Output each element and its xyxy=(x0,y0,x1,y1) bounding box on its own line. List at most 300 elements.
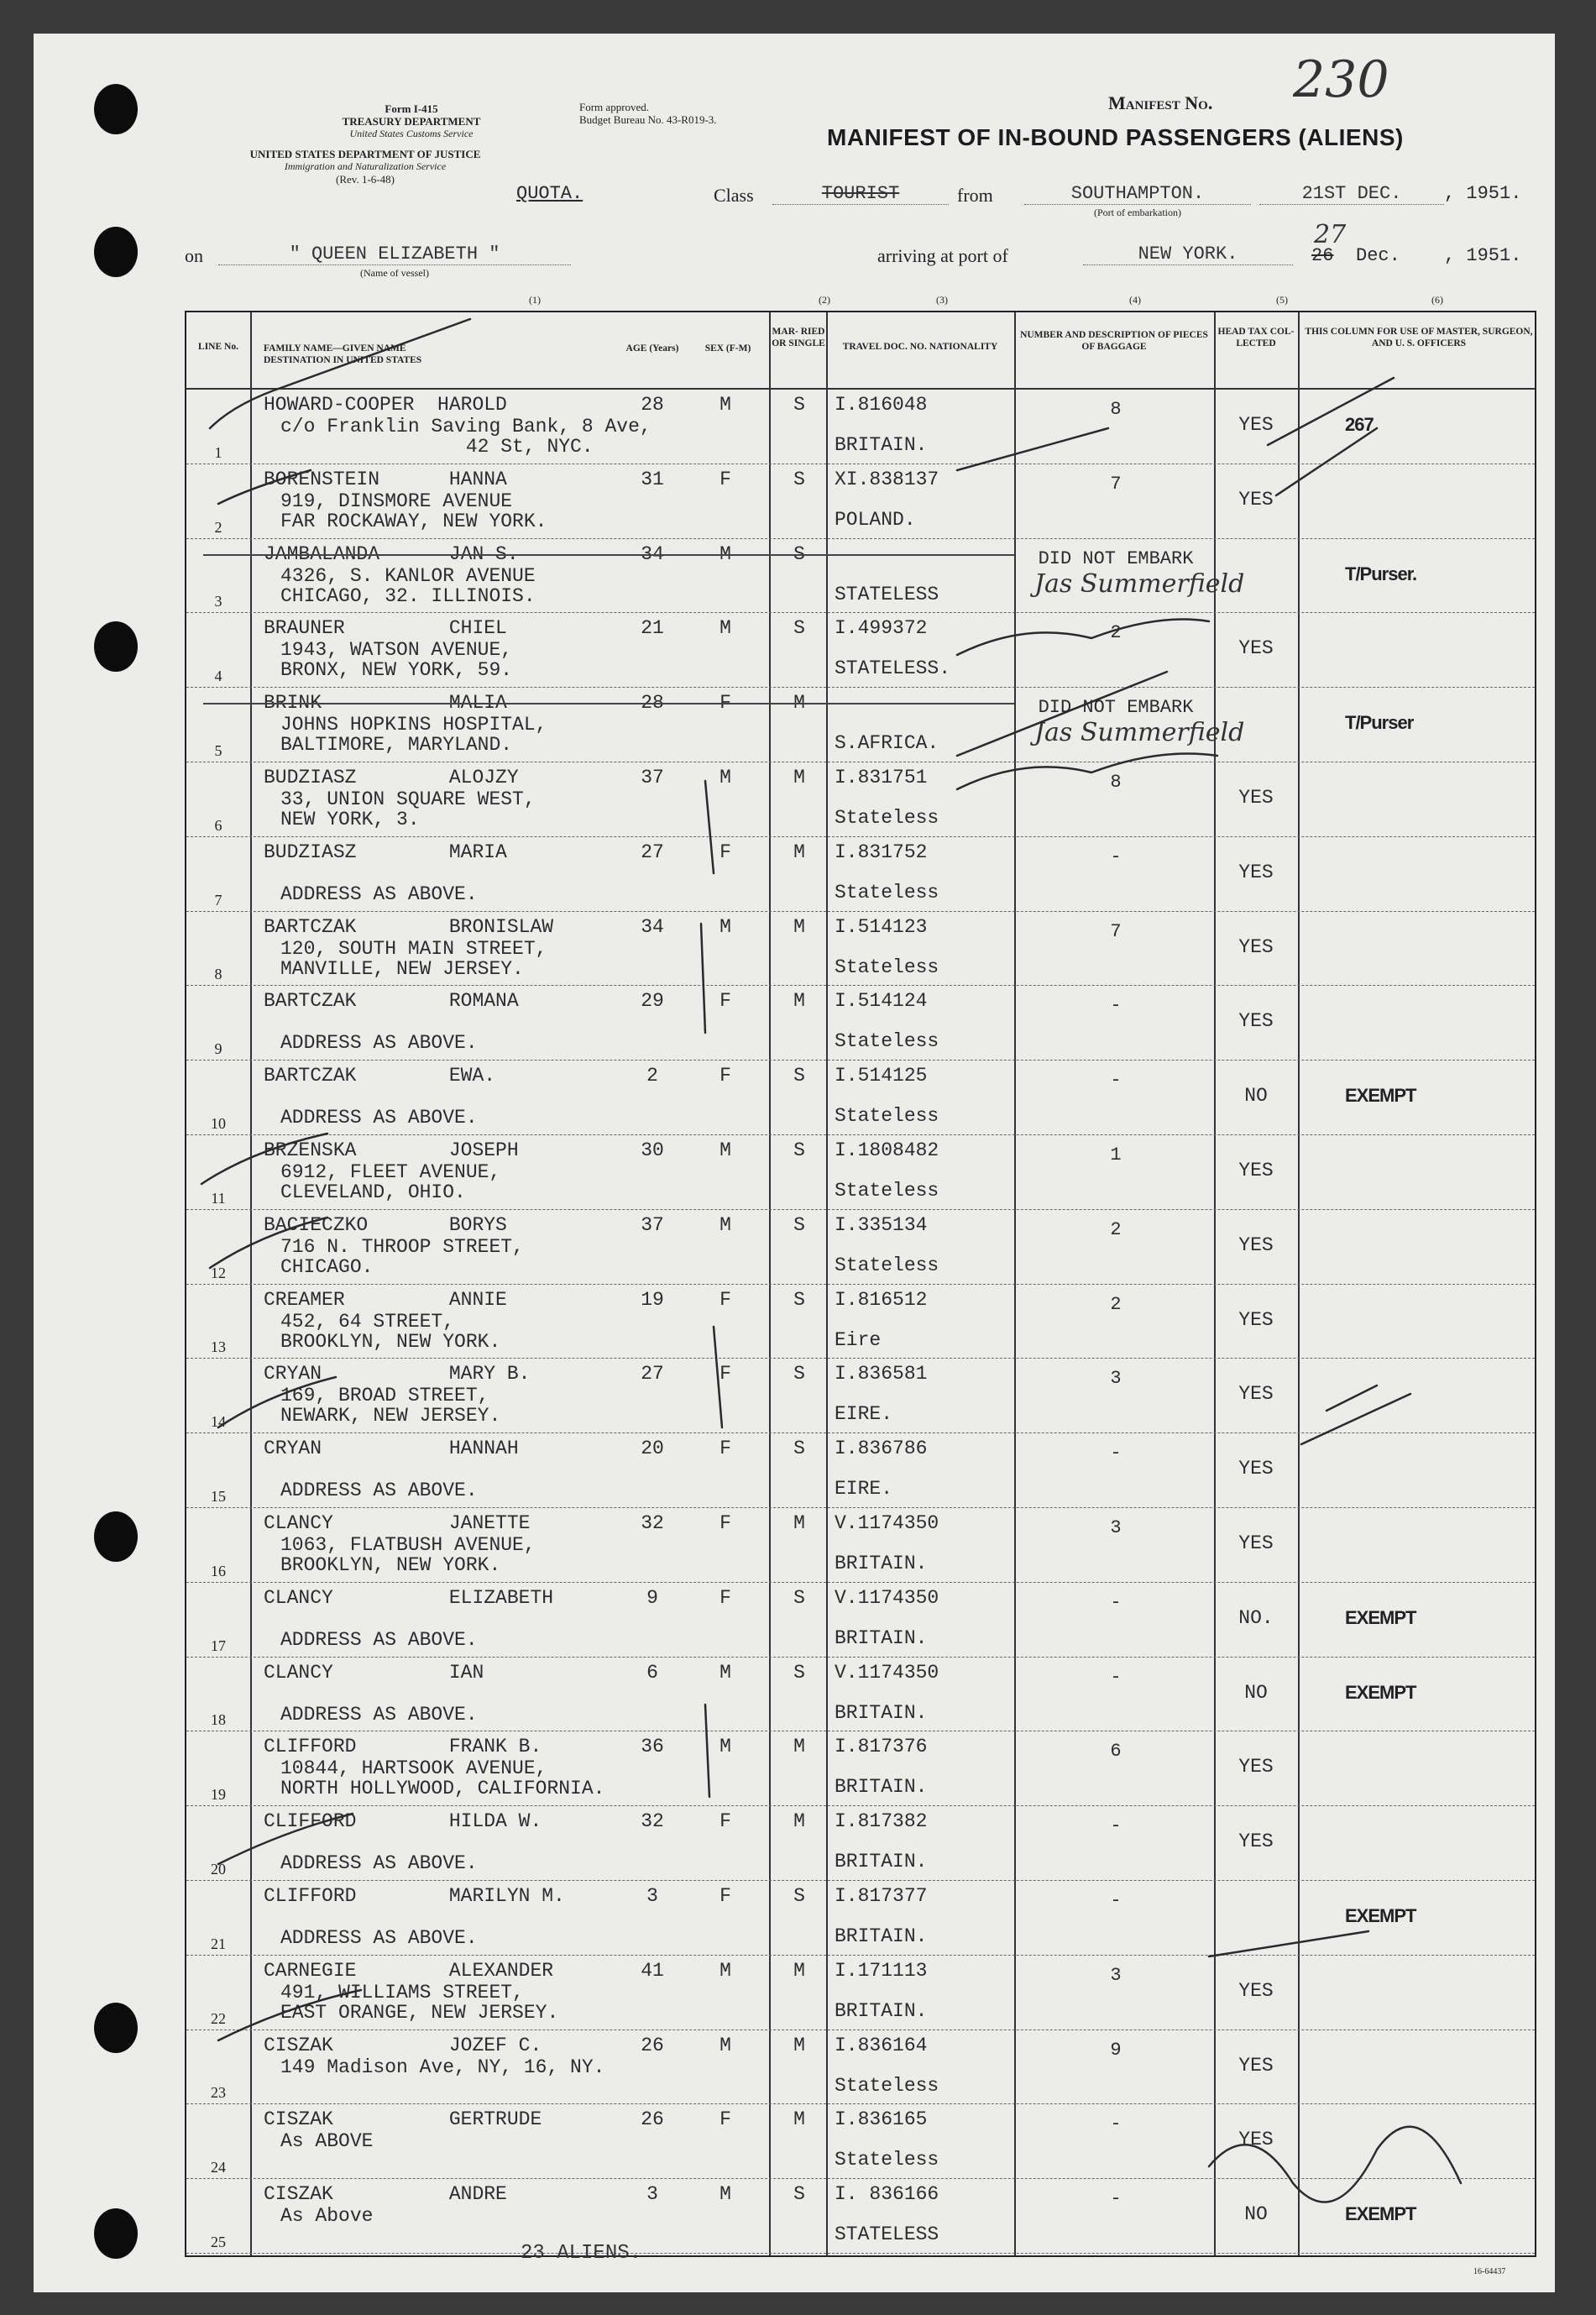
col-married-header: MAR- RIED OR SINGLE xyxy=(772,327,825,348)
row-name: BACIECZKO BORYS xyxy=(264,1213,507,1236)
row-line-number: 3 xyxy=(214,593,222,610)
row-name: CRYAN MARY B. xyxy=(264,1363,531,1385)
row-travel-doc: I.1808482 xyxy=(835,1139,939,1161)
row-sex: F xyxy=(720,1885,731,1907)
row-age: 36 xyxy=(641,1736,664,1758)
row-head-tax: NO xyxy=(1244,1681,1268,1704)
row-marital: M xyxy=(793,915,805,938)
purser-signature: Jas Summerfield xyxy=(1034,568,1245,599)
row-address-2: BRONX, NEW YORK, 59. xyxy=(280,659,513,682)
row-baggage: 7 xyxy=(1110,920,1122,942)
manifest-title: MANIFEST OF IN-BOUND PASSENGERS (ALIENS) xyxy=(827,124,1404,150)
row-address-2: CHICAGO, 32. ILLINOIS. xyxy=(280,584,536,607)
revision: (Rev. 1-6-48) xyxy=(336,173,395,186)
row-sex: M xyxy=(720,915,731,938)
row-marital: S xyxy=(793,1363,805,1385)
row-line-number: 23 xyxy=(211,2084,226,2102)
row-line-number: 14 xyxy=(211,1413,226,1431)
row-head-tax: YES xyxy=(1238,1979,1274,2002)
row-sex: M xyxy=(720,617,731,640)
row-age: 37 xyxy=(641,1213,664,1236)
ins-service: Immigration and Naturalization Service xyxy=(284,160,447,172)
row-age: 27 xyxy=(641,841,664,863)
row-sex: F xyxy=(720,1288,731,1311)
row-marital: M xyxy=(793,990,805,1013)
col-headtax-header: HEAD TAX COL- LECTED xyxy=(1217,327,1295,348)
row-officer-note: EXEMPT xyxy=(1345,2203,1416,2225)
row-address-2: ADDRESS AS ABOVE. xyxy=(280,1032,478,1055)
quota-label: QUOTA. xyxy=(516,183,583,204)
row-name: CREAMER ANNIE xyxy=(264,1288,507,1311)
budget-bureau: Budget Bureau No. 43-R019-3. xyxy=(579,113,717,126)
row-nationality: Stateless xyxy=(835,807,939,829)
row-line-number: 20 xyxy=(211,1860,226,1878)
col-sex-header: SEX (F-M) xyxy=(704,343,751,354)
row-age: 34 xyxy=(641,915,664,938)
row-officer-note: EXEMPT xyxy=(1345,1681,1416,1703)
row-travel-doc: I.514125 xyxy=(835,1065,928,1087)
row-name: CLIFFORD HILDA W. xyxy=(264,1810,542,1833)
row-baggage: 8 xyxy=(1110,399,1122,420)
row-address-1: As ABOVE xyxy=(280,2130,374,2153)
row-line-number: 17 xyxy=(211,1637,226,1654)
col-travel-header: TRAVEL DOC. NO. NATIONALITY xyxy=(842,342,998,352)
row-line-number: 12 xyxy=(211,1264,226,1281)
row-name: CISZAK JOZEF C. xyxy=(264,2034,542,2056)
row-age: 3 xyxy=(646,2183,658,2206)
row-age: 26 xyxy=(641,2108,664,2131)
row-age: 3 xyxy=(646,1885,658,1907)
row-address-2: BROOKLYN, NEW YORK. xyxy=(280,1330,501,1353)
arrival-day-handwritten: 27 xyxy=(1314,220,1347,249)
row-travel-doc: I.817382 xyxy=(835,1810,928,1833)
treasury-dept: TREASURY DEPARTMENT xyxy=(342,115,481,128)
row-address-1: 1063, FLATBUSH AVENUE, xyxy=(280,1534,536,1556)
row-officer-note: T/Purser. xyxy=(1345,563,1417,584)
class-label: Class xyxy=(714,185,754,206)
row-nationality: Stateless xyxy=(835,1180,939,1202)
form-number: Form I-415 xyxy=(385,102,438,115)
row-nationality: Stateless xyxy=(835,956,939,978)
col-officers-header: THIS COLUMN FOR USE OF MASTER, SURGEON, AND U. S. OFFICERS xyxy=(1305,327,1533,348)
row-address-1: As Above xyxy=(280,2205,374,2228)
row-marital: S xyxy=(793,2183,805,2206)
row-head-tax: YES xyxy=(1238,1831,1274,1853)
row-line-number: 15 xyxy=(211,1487,226,1505)
row-baggage: - xyxy=(1110,846,1122,867)
colnum-6: (6) xyxy=(1431,294,1443,306)
row-travel-doc: I.816048 xyxy=(835,394,928,416)
port-embarkation-caption: (Port of embarkation) xyxy=(1094,207,1181,218)
row-nationality: BRITAIN. xyxy=(835,434,928,456)
row-head-tax: YES xyxy=(1238,787,1274,809)
row-age: 21 xyxy=(641,617,664,640)
row-sex: F xyxy=(720,1065,731,1087)
row-baggage: - xyxy=(1110,995,1122,1017)
col-baggage-header: NUMBER AND DESCRIPTION OF PIECES OF BAGGAGE xyxy=(1020,330,1208,352)
colnum-3: (3) xyxy=(936,294,948,306)
row-name: BARTCZAK BRONISLAW xyxy=(264,915,554,938)
row-nationality: BRITAIN. xyxy=(835,1553,928,1574)
row-line-number: 7 xyxy=(214,891,222,909)
row-head-tax: YES xyxy=(1238,1532,1274,1554)
row-address-1: 6912, FLEET AVENUE, xyxy=(280,1161,501,1183)
row-address-1: c/o Franklin Saving Bank, 8 Ave, xyxy=(280,416,651,437)
row-name: CLANCY JANETTE xyxy=(264,1512,531,1534)
row-sex: M xyxy=(720,1661,731,1684)
row-line-number: 18 xyxy=(211,1711,226,1729)
row-address-1: 33, UNION SQUARE WEST, xyxy=(280,788,536,810)
row-nationality: POLAND. xyxy=(835,508,916,531)
row-travel-doc: V.1174350 xyxy=(835,1586,939,1609)
row-nationality: BRITAIN. xyxy=(835,1701,928,1724)
row-address-2: MANVILLE, NEW JERSEY. xyxy=(280,957,524,980)
row-sex: M xyxy=(720,394,731,416)
row-line-number: 5 xyxy=(214,741,222,759)
row-address-1: 10844, HARTSOOK AVENUE, xyxy=(280,1757,547,1780)
colnum-5: (5) xyxy=(1276,294,1288,306)
row-age: 9 xyxy=(646,1586,658,1609)
row-address-2: BROOKLYN, NEW YORK. xyxy=(280,1554,501,1576)
row-address-1: 4326, S. KANLOR AVENUE xyxy=(280,564,536,587)
row-address-2: 42 St, NYC. xyxy=(280,436,594,458)
row-marital: M xyxy=(793,2034,805,2056)
row-age: 2 xyxy=(646,1065,658,1087)
row-address-1: JOHNS HOPKINS HOSPITAL, xyxy=(280,714,547,736)
row-sex: F xyxy=(720,990,731,1013)
row-baggage: - xyxy=(1110,2113,1122,2135)
row-age: 28 xyxy=(641,692,664,715)
row-line-number: 10 xyxy=(211,1114,226,1132)
row-nationality: Stateless xyxy=(835,2149,939,2171)
row-sex: M xyxy=(720,1213,731,1236)
row-head-tax: YES xyxy=(1238,637,1274,660)
row-marital: M xyxy=(793,692,805,715)
row-travel-doc: I.514123 xyxy=(835,915,928,938)
row-age: 34 xyxy=(641,542,664,565)
row-address-2: NORTH HOLLYWOOD, CALIFORNIA. xyxy=(280,1778,605,1800)
row-officer-note: EXEMPT xyxy=(1345,1905,1416,1926)
row-marital: M xyxy=(793,1512,805,1534)
row-officer-note: 267 xyxy=(1345,414,1374,435)
vessel-caption: (Name of vessel) xyxy=(360,267,429,279)
form-code: 16-64437 xyxy=(1473,2267,1506,2276)
col-age-header: AGE (Years) xyxy=(625,343,679,354)
row-travel-doc: I.816512 xyxy=(835,1288,928,1311)
row-name: BRZENSKA JOSEPH xyxy=(264,1139,519,1161)
row-baggage: DID NOT EMBARK xyxy=(1038,697,1194,719)
row-marital: M xyxy=(793,841,805,863)
arrival-month: Dec. xyxy=(1356,245,1400,266)
row-address-1: 120, SOUTH MAIN STREET, xyxy=(280,937,547,960)
row-nationality: STATELESS. xyxy=(835,657,951,680)
row-head-tax: NO. xyxy=(1238,1606,1274,1629)
row-marital: S xyxy=(793,1288,805,1311)
row-marital: S xyxy=(793,1885,805,1907)
row-marital: S xyxy=(793,1065,805,1087)
row-line-number: 11 xyxy=(211,1189,226,1207)
row-name: CLIFFORD FRANK B. xyxy=(264,1736,542,1758)
row-address-1: 919, DINSMORE AVENUE xyxy=(280,490,513,512)
row-address-2: ADDRESS AS ABOVE. xyxy=(280,1107,478,1129)
row-head-tax: YES xyxy=(1238,1233,1274,1256)
row-travel-doc: I.831752 xyxy=(835,841,928,863)
row-travel-doc: I.499372 xyxy=(835,617,928,640)
row-travel-doc: I.514124 xyxy=(835,990,928,1013)
row-address-2: ADDRESS AS ABOVE. xyxy=(280,1927,478,1949)
justice-dept: UNITED STATES DEPARTMENT OF JUSTICE xyxy=(249,148,481,160)
row-baggage: - xyxy=(1110,1815,1122,1837)
row-name: BUDZIASZ MARIA xyxy=(264,841,507,863)
row-marital: S xyxy=(793,1213,805,1236)
row-address-1: 149 Madison Ave, NY, 16, NY. xyxy=(280,2056,605,2078)
row-name: CLIFFORD MARILYN M. xyxy=(264,1885,565,1907)
row-sex: F xyxy=(720,1438,731,1460)
row-head-tax: YES xyxy=(1238,1756,1274,1778)
colnum-4: (4) xyxy=(1129,294,1141,306)
row-line-number: 16 xyxy=(211,1562,226,1579)
row-baggage: 3 xyxy=(1110,1964,1122,1986)
embark-year: , 1951. xyxy=(1444,183,1522,204)
row-name: BARTCZAK EWA. xyxy=(264,1065,496,1087)
row-line-number: 21 xyxy=(211,1935,226,1952)
row-name: BORENSTEIN HANNA xyxy=(264,468,507,490)
row-age: 32 xyxy=(641,1810,664,1833)
row-age: 31 xyxy=(641,468,664,490)
row-travel-doc: V.1174350 xyxy=(835,1661,939,1684)
aliens-total: 23 ALIENS. xyxy=(521,2242,642,2265)
row-age: 29 xyxy=(641,990,664,1013)
row-address-2: ADDRESS AS ABOVE. xyxy=(280,1480,478,1502)
row-baggage: 2 xyxy=(1110,622,1122,644)
row-nationality: BRITAIN. xyxy=(835,1776,928,1799)
row-marital: M xyxy=(793,1959,805,1982)
embark-date: 21ST DEC. xyxy=(1259,183,1444,205)
row-name: CLANCY ELIZABETH xyxy=(264,1586,554,1609)
row-marital: S xyxy=(793,542,805,565)
row-age: 37 xyxy=(641,767,664,788)
colnum-1: (1) xyxy=(529,294,541,306)
manifest-no-value: 230 xyxy=(1293,50,1389,109)
row-marital: M xyxy=(793,1810,805,1833)
row-nationality: BRITAIN. xyxy=(835,1925,928,1947)
row-sex: M xyxy=(720,767,731,788)
row-officer-note: EXEMPT xyxy=(1345,1606,1416,1628)
row-nationality: Stateless xyxy=(835,1030,939,1053)
row-address-2: ADDRESS AS ABOVE. xyxy=(280,883,478,905)
row-address-2: ADDRESS AS ABOVE. xyxy=(280,1628,478,1651)
row-address-2: ADDRESS AS ABOVE. xyxy=(280,1852,478,1875)
row-address-1: 452, 64 STREET, xyxy=(280,1310,455,1333)
row-sex: M xyxy=(720,1736,731,1758)
purser-signature: Jas Summerfield xyxy=(1034,718,1245,748)
row-name: HOWARD-COOPER HAROLD xyxy=(264,394,507,416)
row-nationality: Stateless xyxy=(835,1105,939,1128)
row-line-number: 2 xyxy=(214,518,222,536)
row-nationality: S.AFRICA. xyxy=(835,732,939,755)
row-address-1: 491, WILLIAMS STREET, xyxy=(280,1981,524,2003)
row-baggage: - xyxy=(1110,1443,1122,1464)
row-marital: M xyxy=(793,2108,805,2131)
row-travel-doc: I.335134 xyxy=(835,1213,928,1236)
row-marital: S xyxy=(793,394,805,416)
col-name-label: FAMILY NAME—GIVEN NAME xyxy=(264,343,406,354)
row-line-number: 6 xyxy=(214,816,222,834)
row-baggage: 3 xyxy=(1110,1517,1122,1538)
row-name: CRYAN HANNAH xyxy=(264,1438,519,1460)
row-travel-doc: I. 836166 xyxy=(835,2183,939,2206)
col-dest-label: DESTINATION IN UNITED STATES xyxy=(264,355,422,365)
row-marital: S xyxy=(793,468,805,490)
class-value: TOURIST xyxy=(772,183,949,205)
row-baggage: 6 xyxy=(1110,1741,1122,1762)
row-line-number: 4 xyxy=(214,668,222,685)
row-baggage: 2 xyxy=(1110,1293,1122,1315)
row-name: JAMBALANDA JAN S. xyxy=(264,542,519,565)
row-head-tax: YES xyxy=(1238,488,1274,511)
row-address-2: CHICAGO. xyxy=(280,1255,374,1278)
row-baggage: 9 xyxy=(1110,2039,1122,2061)
row-head-tax: YES xyxy=(1238,414,1274,436)
row-travel-doc: I.817377 xyxy=(835,1885,928,1907)
row-baggage: - xyxy=(1110,1666,1122,1688)
row-marital: S xyxy=(793,1586,805,1609)
row-nationality: EIRE. xyxy=(835,1403,893,1426)
row-travel-doc: I.836581 xyxy=(835,1363,928,1385)
row-head-tax: YES xyxy=(1238,1458,1274,1480)
row-travel-doc: I.836165 xyxy=(835,2108,928,2131)
row-marital: S xyxy=(793,1139,805,1161)
row-head-tax: YES xyxy=(1238,1308,1274,1331)
row-baggage: 8 xyxy=(1110,772,1122,793)
row-head-tax: YES xyxy=(1238,1160,1274,1181)
col-line-header: LINE No. xyxy=(198,342,238,352)
row-nationality: STATELESS xyxy=(835,583,939,605)
row-age: 19 xyxy=(641,1288,664,1311)
row-name: BARTCZAK ROMANA xyxy=(264,990,519,1013)
row-baggage: DID NOT EMBARK xyxy=(1038,547,1194,569)
row-travel-doc: V.1174350 xyxy=(835,1512,939,1534)
port-embarkation: SOUTHAMPTON. xyxy=(1024,183,1251,205)
row-head-tax: NO xyxy=(1244,2203,1268,2226)
row-sex: F xyxy=(720,1363,731,1385)
row-nationality: BRITAIN. xyxy=(835,1626,928,1649)
on-label: on xyxy=(185,245,203,266)
row-officer-note: EXEMPT xyxy=(1345,1085,1416,1107)
row-sex: F xyxy=(720,1810,731,1833)
row-name: BRINK MALIA xyxy=(264,692,507,715)
form-approved: Form approved. xyxy=(579,101,650,113)
handwritten-marks xyxy=(34,34,1555,2292)
row-marital: S xyxy=(793,1661,805,1684)
manifest-no-label: Manifest No. xyxy=(1108,92,1213,113)
row-head-tax: YES xyxy=(1238,861,1274,883)
row-head-tax: YES xyxy=(1238,1383,1274,1406)
row-name: CLANCY IAN xyxy=(264,1661,484,1684)
row-sex: M xyxy=(720,1139,731,1161)
row-baggage: - xyxy=(1110,1070,1122,1092)
row-baggage: 1 xyxy=(1110,1144,1122,1165)
row-line-number: 8 xyxy=(214,966,222,983)
row-nationality: BRITAIN. xyxy=(835,1999,928,2022)
row-name: CISZAK GERTRUDE xyxy=(264,2108,542,2131)
row-head-tax: YES xyxy=(1238,2054,1274,2077)
row-nationality: Stateless xyxy=(835,881,939,903)
row-baggage: - xyxy=(1110,1591,1122,1613)
row-travel-doc: I.836786 xyxy=(835,1438,928,1460)
row-sex: F xyxy=(720,468,731,490)
row-age: 41 xyxy=(641,1959,664,1982)
row-age: 26 xyxy=(641,2034,664,2056)
row-address-1: 1943, WATSON AVENUE, xyxy=(280,639,513,662)
row-baggage: 7 xyxy=(1110,473,1122,495)
row-address-2: NEW YORK, 3. xyxy=(280,809,420,830)
row-line-number: 22 xyxy=(211,2009,226,2027)
row-name: BRAUNER CHIEL xyxy=(264,617,507,640)
row-baggage: 3 xyxy=(1110,1368,1122,1390)
row-address-2: NEWARK, NEW JERSEY. xyxy=(280,1405,501,1427)
arrival-year: , 1951. xyxy=(1444,245,1522,266)
row-sex: M xyxy=(720,2183,731,2206)
colnum-2: (2) xyxy=(819,294,830,306)
row-travel-doc: I.836164 xyxy=(835,2034,928,2056)
row-marital: S xyxy=(793,617,805,640)
row-address-2: CLEVELAND, OHIO. xyxy=(280,1181,466,1203)
row-nationality: Stateless xyxy=(835,2074,939,2097)
row-head-tax: NO xyxy=(1244,1085,1268,1108)
row-age: 27 xyxy=(641,1363,664,1385)
row-line-number: 13 xyxy=(211,1338,226,1356)
manifest-sheet xyxy=(34,34,1555,2292)
row-name: BUDZIASZ ALOJZY xyxy=(264,767,519,788)
row-head-tax: YES xyxy=(1238,1010,1274,1033)
row-officer-note: T/Purser xyxy=(1345,712,1414,734)
row-nationality: BRITAIN. xyxy=(835,1851,928,1873)
row-nationality: STATELESS xyxy=(835,2223,939,2246)
row-line-number: 25 xyxy=(211,2233,226,2250)
row-sex: F xyxy=(720,1512,731,1534)
arriving-label: arriving at port of xyxy=(877,245,1008,266)
row-baggage: - xyxy=(1110,2188,1122,2210)
row-head-tax: YES xyxy=(1238,935,1274,958)
row-address-2: EAST ORANGE, NEW JERSEY. xyxy=(280,2001,559,2024)
row-sex: F xyxy=(720,2108,731,2131)
row-sex: M xyxy=(720,1959,731,1982)
row-age: 30 xyxy=(641,1139,664,1161)
row-marital: M xyxy=(793,767,805,788)
row-sex: F xyxy=(720,841,731,863)
row-travel-doc: XI.838137 xyxy=(835,468,939,490)
row-sex: F xyxy=(720,1586,731,1609)
row-baggage: - xyxy=(1110,1890,1122,1911)
row-age: 32 xyxy=(641,1512,664,1534)
arrival-port: NEW YORK. xyxy=(1083,244,1293,265)
vessel-name: " QUEEN ELIZABETH " xyxy=(218,244,571,265)
arrival-day-typed: 26 xyxy=(1311,245,1334,266)
row-name: CISZAK ANDRE xyxy=(264,2183,507,2206)
row-nationality: Eire xyxy=(835,1328,882,1351)
row-address-2: ADDRESS AS ABOVE. xyxy=(280,1703,478,1726)
row-line-number: 1 xyxy=(214,443,222,461)
row-marital: M xyxy=(793,1736,805,1758)
row-address-2: FAR ROCKAWAY, NEW YORK. xyxy=(280,510,547,532)
row-address-1: 716 N. THROOP STREET, xyxy=(280,1235,524,1258)
row-marital: S xyxy=(793,1438,805,1460)
row-head-tax: YES xyxy=(1238,2129,1274,2151)
row-sex: F xyxy=(720,692,731,715)
row-age: 28 xyxy=(641,394,664,416)
customs-service: United States Customs Service xyxy=(349,128,474,139)
